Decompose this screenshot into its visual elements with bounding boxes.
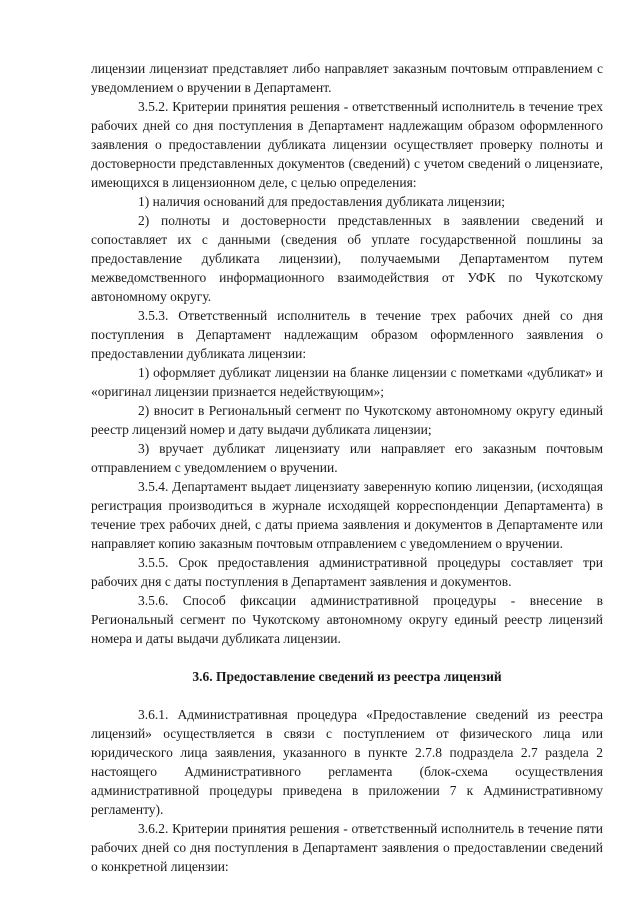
paragraph-3-5-6: 3.5.6. Способ фиксации административной процедуры - внесение в Региональный сегмент по Чукотскому автономному округу единый реестр лицензий номера и даты выдачи дубликата лицензии. xyxy=(91,593,603,646)
list-item-3-5-3-2: 2) вносит в Региональный сегмент по Чукотскому автономному округу единый реестр лицензий номер и дату выдачи дубликата лицензии; xyxy=(91,403,603,437)
section-heading-3-6: 3.6. Предоставление сведений из реестра лицензий xyxy=(192,669,502,684)
paragraph-3-5-5: 3.5.5. Срок предоставления административной процедуры составляет три рабочих дня с даты поступления в Департамент заявления и документов. xyxy=(91,555,603,589)
paragraph-3-5-4: 3.5.4. Департамент выдает лицензиату заверенную копию лицензии, (исходящая регистрация производиться в журнале исходящей корреспонденции Департамента) в течение трех рабочих дней, с даты приема заявления и документов в Департаменте или направляет копию заказным почтовым отправлением с уведомлением о вручении. xyxy=(91,479,603,551)
paragraph-3-5-3: 3.5.3. Ответственный исполнитель в течение трех рабочих дней со дня поступления в Департамент надлежащим образом оформленного заявления о предоставлении дубликата лицензии: xyxy=(91,308,603,361)
list-item-3-5-3-1: 1) оформляет дубликат лицензии на бланке лицензии с пометками «дубликат» и «оригинал лицензии признается недействующим»; xyxy=(91,365,603,399)
paragraph-3-6-2: 3.6.2. Критерии принятия решения - ответственный исполнитель в течение пяти рабочих дней со дня поступления в Департамент заявления о предоставлении сведений о конкретной лицензии: xyxy=(91,821,603,874)
paragraph-continuation: лицензии лицензиат представляет либо направляет заказным почтовым отправлением с уведомлением о вручении в Департамент. xyxy=(91,61,603,95)
list-item-3-5-3-3: 3) вручает дубликат лицензиату или направляет его заказным почтовым отправлением с уведомлением о вручении. xyxy=(91,441,603,475)
list-item-3-5-2-2: 2) полноты и достоверности представленных в заявлении сведений и сопоставляет их с данными (сведения об уплате государственной пошлины за предоставление дубликата лицензии), получаемыми Департаментом путем межведомственного информационного взаимодействия от УФК по Чукотскому автономному округу. xyxy=(91,213,603,304)
paragraph-3-5-2: 3.5.2. Критерии принятия решения - ответственный исполнитель в течение трех рабочих дней со дня поступления в Департамент надлежащим образом оформленного заявления о предоставлении дубликата лицензии осуществляет проверку полноты и достоверности представленных документов (сведений) с учетом сведений о лицензиате, имеющихся в лицензионном деле, с целью определения: xyxy=(91,99,603,190)
list-item-3-5-2-1: 1) наличия оснований для предоставления дубликата лицензии; xyxy=(138,194,506,209)
document-body xyxy=(91,59,603,876)
paragraph-3-6-1: 3.6.1. Административная процедура «Предоставление сведений из реестра лицензий» осуществляется в связи с поступлением от физического лица или юридического лица заявления, указанного в пункте 2.7.8 подраздела 2.7 раздела 2 настоящего Административного регламента (блок-схема осуществления административной процедуры приведена в приложении 7 к Административному регламенту). xyxy=(91,707,603,817)
